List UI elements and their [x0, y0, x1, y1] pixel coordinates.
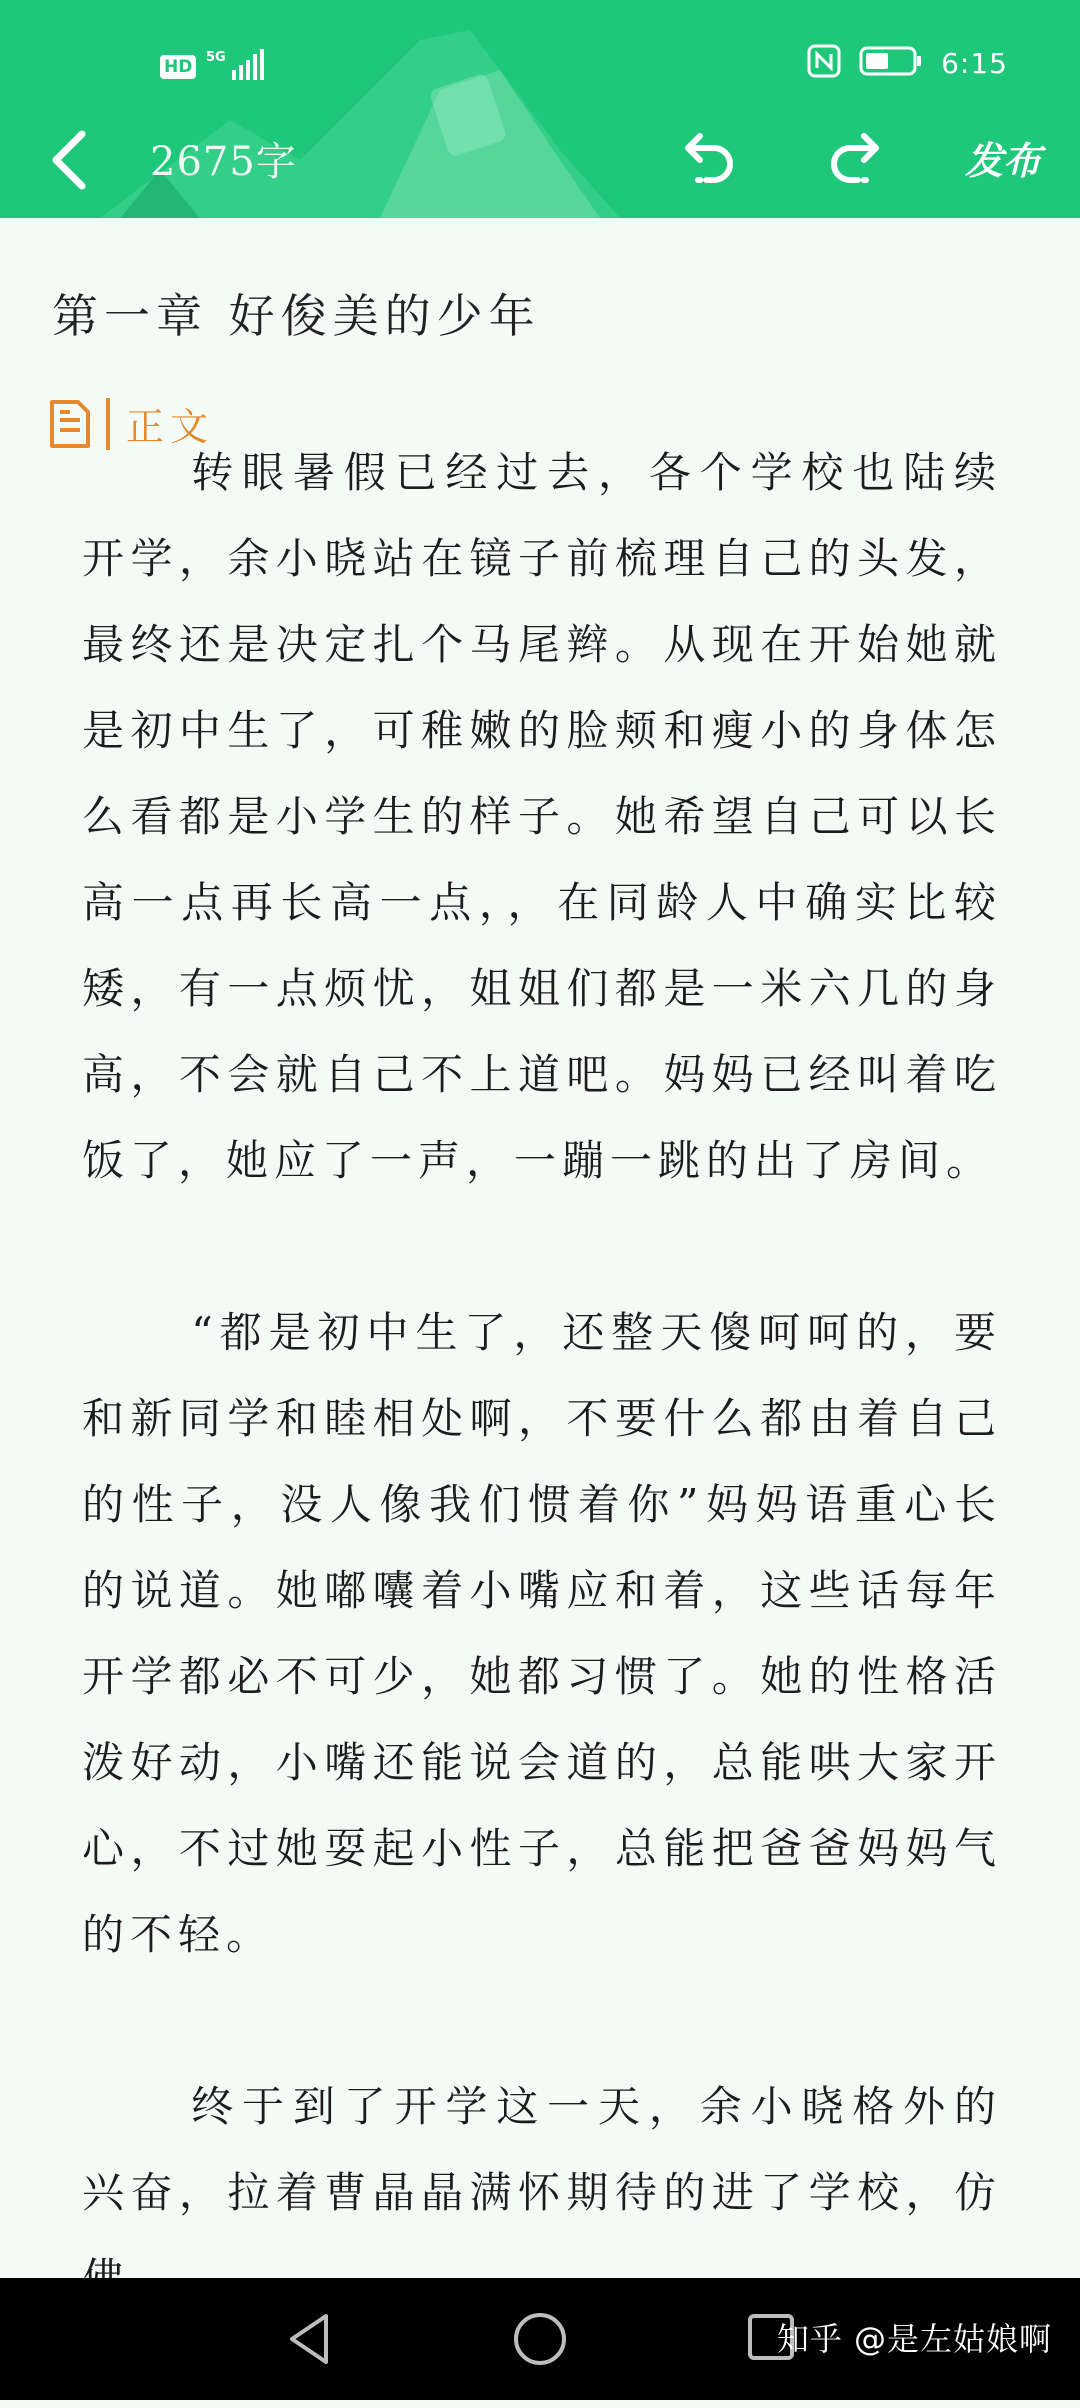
publish-button[interactable]: 发布 — [965, 139, 1042, 183]
watermark: 知乎 @是左姑娘啊 — [776, 2320, 1052, 2358]
system-navigation-bar — [0, 2278, 1080, 2400]
signal-icon — [206, 48, 270, 86]
editor-toolbar — [0, 110, 1080, 210]
word-count: 2675字 — [150, 139, 297, 185]
battery-icon — [859, 44, 923, 82]
back-arrow-icon[interactable] — [42, 120, 102, 200]
hd-badge: HD — [160, 55, 196, 79]
status-bar — [0, 36, 1080, 100]
chapter-title[interactable]: 第一章 好俊美的少年 — [52, 289, 541, 343]
header — [0, 0, 1080, 218]
section-label: 正文 — [126, 405, 215, 449]
status-time: 6:15 — [941, 46, 1008, 80]
redo-icon[interactable] — [820, 124, 894, 198]
paragraph: “都是初中生了，还整天傻呵呵的，要和新同学和睦相处啊，不要什么都由着自己的性子，没人像我们惯着你”妈妈语重心长的说道。她嘟囔着小嘴应和着，这些话每年开学都必不可少，她都习惯了。她的性格活泼好动，小嘴还能说会道的，总能哄大家开心，不过她耍起小性子，总能把爸爸妈妈气的不轻。 — [82, 1308, 1002, 1959]
paragraph: 终于到了开学这一天，余小晓格外的兴奋，拉着曹晶晶满怀期待的进了学校，仿 — [82, 2082, 1002, 2217]
home-circle-icon[interactable] — [509, 2308, 571, 2370]
body-text-area[interactable] — [82, 448, 1002, 2278]
svg-text:5G: 5G — [206, 50, 227, 65]
nfc-icon — [807, 44, 841, 82]
status-right — [807, 44, 1008, 82]
body-text-scroll — [82, 430, 1002, 2408]
editor-content — [0, 218, 1080, 2278]
paragraph: 转眼暑假已经过去，各个学校也陆续开学，余小晓站在镜子前梳理自己的头发，最终还是决定扎个马尾辫。从现在开始她就是初中生了，可稚嫩的脸颊和瘦小的身体怎么看都是小学生的样子。她希望自己可以长高一点再长高一点，，在同龄人中确实比较矮，有一点烦忧，姐姐们都是一米六几的身高，不会就自己不上道吧。妈妈已经叫着吃饭了，她应了一声，一蹦一跳的出了房间。 — [82, 448, 1002, 1185]
status-left — [160, 48, 270, 86]
undo-icon[interactable] — [670, 124, 744, 198]
back-triangle-icon[interactable] — [280, 2308, 342, 2370]
